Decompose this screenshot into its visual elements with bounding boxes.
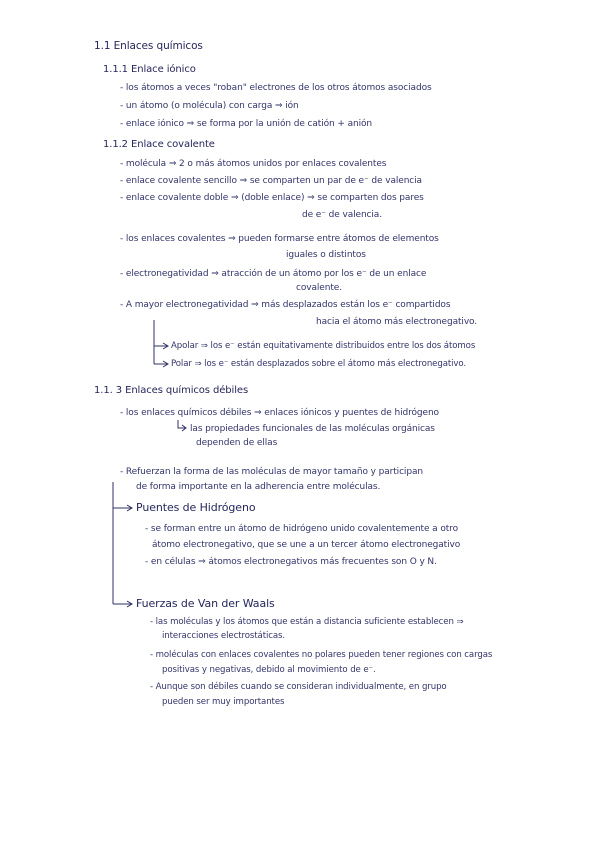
vdw-line-2b: positivas y negativas, debido al movimiento de e⁻.: [162, 665, 376, 675]
properties-hook-arrow: [178, 420, 186, 431]
covalent-line-3: - enlace covalente doble ⇒ (doble enlace) ⇒ se comparten dos pares: [120, 193, 424, 203]
weak-line-3: - Refuerzan la forma de las moléculas de mayor tamaño y participan: [120, 467, 423, 477]
vdw-line-1b: interacciones electrostáticas.: [162, 631, 286, 641]
heading-1-1: 1.1 Enlaces químicos: [94, 40, 203, 52]
vdw-line-2: - moléculas con enlaces covalentes no polares pueden tener regiones con cargas: [150, 650, 493, 660]
hydrogen-line-1b: átomo electronegativo, que se une a un tercer átomo electronegativo: [152, 540, 461, 550]
covalent-line-1: - molécula ⇒ 2 o más átomos unidos por enlaces covalentes: [120, 159, 387, 169]
heading-hydrogen-bonds: Puentes de Hidrógeno: [136, 501, 256, 514]
heading-1-1-1: 1.1.1 Enlace iónico: [103, 64, 196, 75]
vdw-line-3b: pueden ser muy importantes: [162, 697, 285, 707]
vdw-line-3: - Aunque son débiles cuando se consideran individualmente, en grupo: [150, 682, 447, 692]
weak-line-2b: dependen de ellas: [196, 438, 278, 448]
ionic-line-1: - los átomos a veces "roban" electrones de los otros átomos asociados: [120, 83, 432, 93]
weak-line-2: las propiedades funcionales de las moléculas orgánicas: [190, 424, 435, 434]
heading-1-1-3: 1.1. 3 Enlaces químicos débiles: [94, 385, 249, 396]
heading-1-1-2: 1.1.2 Enlace covalente: [103, 139, 215, 150]
weak-line-3b: de forma importante en la adherencia entre moléculas.: [136, 482, 381, 492]
vdw-line-1: - las moléculas y los átomos que están a distancia suficiente establecen ⇒: [150, 617, 464, 627]
polar-line: Polar ⇒ los e⁻ están desplazados sobre el átomo más electronegativo.: [171, 359, 467, 369]
hydrogen-line-2: - en células ⇒ átomos electronegativos más frecuentes son O y N.: [145, 557, 437, 567]
covalent-line-5: - electronegatividad ⇒ atracción de un átomo por los e⁻ de un enlace: [120, 269, 427, 279]
hydrogen-vdw-bracket-arrow: [113, 482, 132, 607]
apolar-line: Apolar ⇒ los e⁻ están equitativamente distribuidos entre los dos átomos: [171, 341, 476, 351]
covalent-line-3b: de e⁻ de valencia.: [302, 210, 382, 220]
weak-line-1: - los enlaces químicos débiles ⇒ enlaces iónicos y puentes de hidrógeno: [120, 408, 439, 418]
hydrogen-line-1: - se forman entre un átomo de hidrógeno unido covalentemente a otro: [145, 524, 458, 534]
ionic-line-2: - un átomo (o molécula) con carga ⇒ ión: [120, 101, 299, 111]
ionic-line-3: - enlace iónico ⇒ se forma por la unión de catión + anión: [120, 119, 373, 129]
covalent-line-2: - enlace covalente sencillo ⇒ se comparten un par de e⁻ de valencia: [120, 176, 422, 186]
apolar-polar-bracket-arrow: [154, 320, 168, 367]
heading-van-der-waals: Fuerzas de Van der Waals: [136, 597, 275, 610]
covalent-line-4b: iguales o distintos: [286, 250, 366, 260]
covalent-line-5b: covalente.: [296, 283, 342, 293]
covalent-line-4: - los enlaces covalentes ⇒ pueden formarse entre átomos de elementos: [120, 234, 439, 244]
covalent-line-6: - A mayor electronegatividad ⇒ más desplazados están los e⁻ compartidos: [120, 300, 451, 310]
covalent-line-6b: hacia el átomo más electronegativo.: [316, 317, 478, 327]
